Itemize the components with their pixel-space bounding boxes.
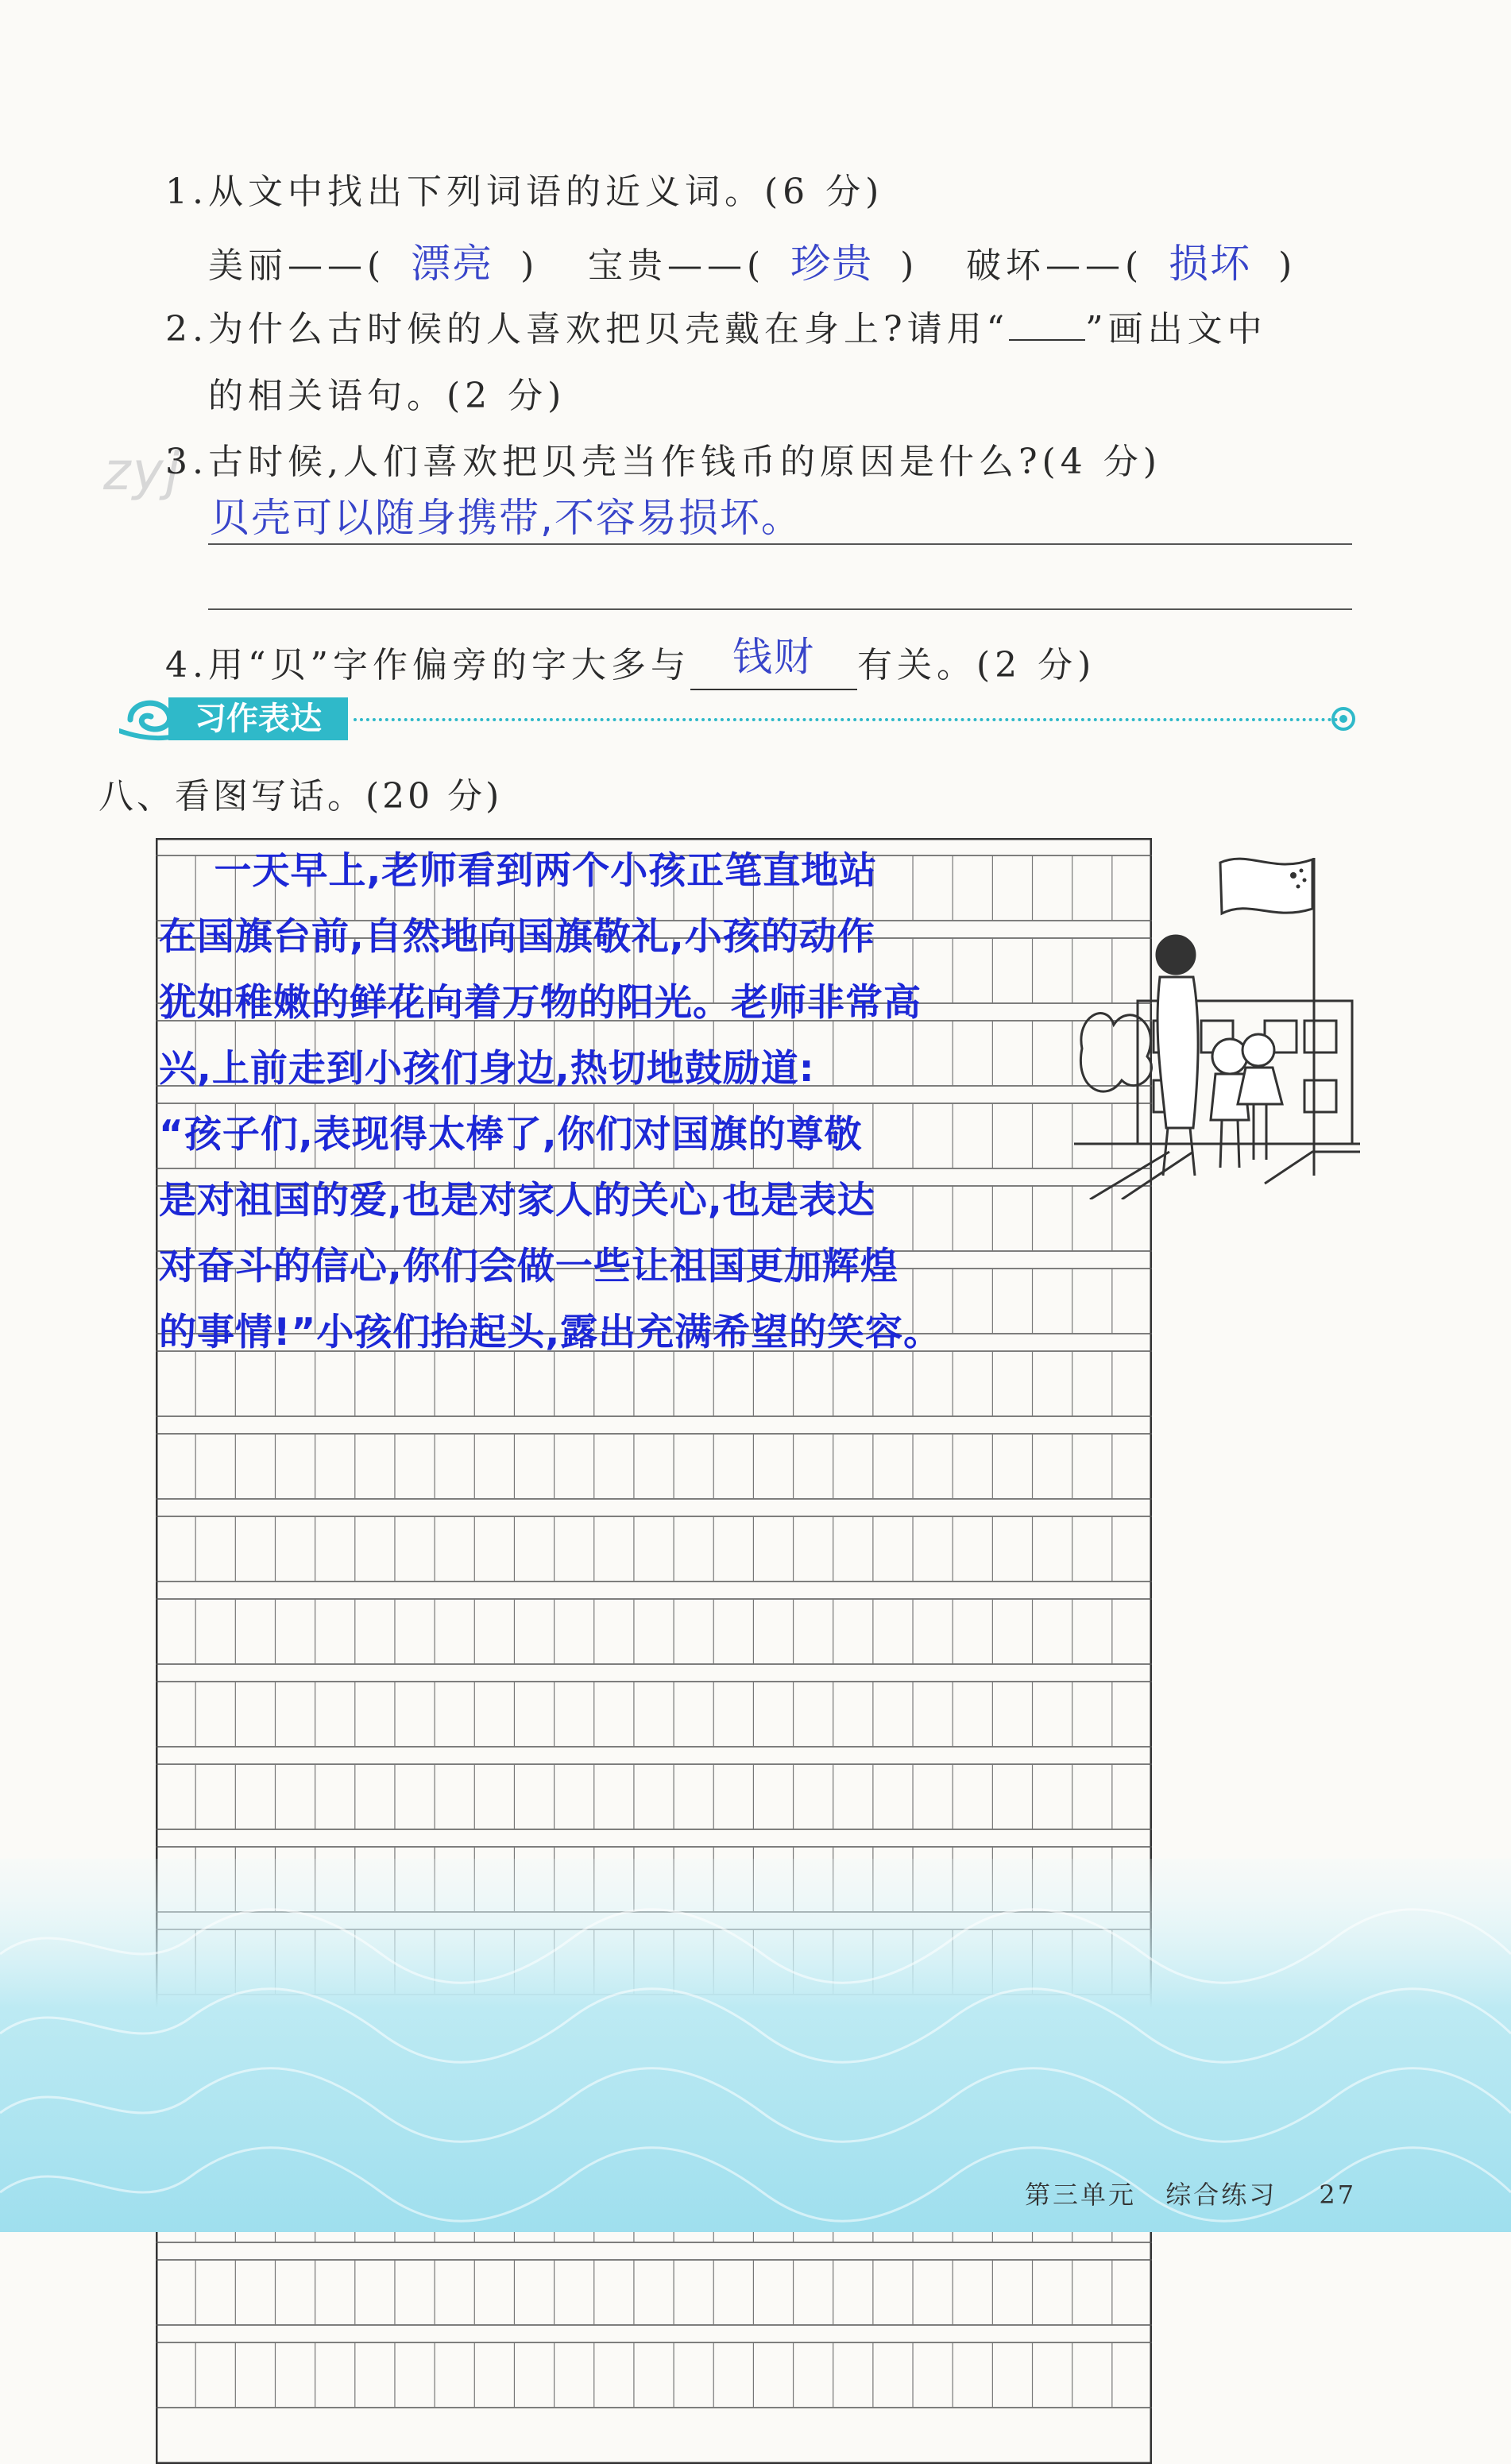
essay-line: 的事情!”小孩们抬起头,露出充满希望的笑容。 bbox=[159, 1311, 942, 1354]
item-word: 美丽——( bbox=[208, 245, 386, 286]
question-2-stem bbox=[165, 300, 1267, 351]
section-end-icon bbox=[1331, 707, 1355, 731]
footer-title: 综合练习 bbox=[1165, 2180, 1277, 2210]
banner-text: 习作表达 bbox=[195, 701, 322, 737]
footer-unit: 第三单元 bbox=[1025, 2180, 1137, 2210]
question-1-item-1 bbox=[208, 232, 539, 289]
close-paren: ) bbox=[520, 245, 539, 286]
essay-line: “孩子们,表现得太棒了,你们对国旗的尊敬 bbox=[159, 1113, 863, 1157]
item-answer: 漂亮 bbox=[411, 241, 494, 287]
question-3-answer: 贝壳可以随身携带,不容易损坏。 bbox=[210, 495, 802, 541]
essay-line: 对奋斗的信心,你们会做一些让祖国更加辉煌 bbox=[159, 1245, 898, 1288]
page-footer bbox=[1025, 2175, 1356, 2211]
section-banner bbox=[119, 689, 350, 745]
question-4-answer: 钱财 bbox=[732, 634, 815, 680]
question-2-stem-cont: 的相关语句。(2 分) bbox=[208, 376, 566, 416]
question-4-after: 有关。(2 分) bbox=[856, 645, 1096, 686]
question-1-item-3 bbox=[966, 232, 1297, 289]
essay-line: 在国旗台前,自然地向国旗敬礼,小孩的动作 bbox=[159, 915, 875, 959]
underline-sample bbox=[1009, 333, 1085, 341]
watermark: zyj bbox=[103, 441, 182, 502]
essay-line: 是对祖国的爱,也是对家人的关心,也是表达 bbox=[159, 1179, 875, 1222]
question-2-stem-b: ”画出文中 bbox=[1085, 309, 1267, 350]
question-8-stem: 八、看图写话。(20 分) bbox=[99, 776, 503, 817]
item-answer: 珍贵 bbox=[790, 241, 874, 287]
question-1-stem: 1.从文中找出下列词语的近义词。(6 分) bbox=[165, 172, 884, 212]
item-word: 破坏——( bbox=[966, 245, 1144, 286]
essay-line: 兴,上前走到小孩们身边,热切地鼓励道: bbox=[159, 1047, 815, 1091]
question-1-item-2 bbox=[588, 232, 918, 289]
question-4 bbox=[165, 631, 1096, 690]
answer-line-2 bbox=[208, 608, 1352, 610]
question-4-before: 4.用“贝”字作偏旁的字大多与 bbox=[165, 645, 690, 686]
answer-line-1 bbox=[208, 543, 1352, 545]
essay-line: 一天早上,老师看到两个小孩正笔直地站 bbox=[159, 849, 878, 893]
item-word: 宝贵——( bbox=[588, 245, 766, 286]
page-number: 27 bbox=[1319, 2180, 1357, 2210]
question-3-stem: 3.古时候,人们喜欢把贝壳当作钱币的原因是什么?(4 分) bbox=[165, 442, 1161, 482]
item-answer: 损坏 bbox=[1169, 241, 1252, 287]
essay-line: 犹如稚嫩的鲜花向着万物的阳光。老师非常高 bbox=[159, 981, 922, 1025]
section-dotted-line bbox=[354, 718, 1339, 721]
close-paren: ) bbox=[900, 245, 919, 286]
close-paren: ) bbox=[1278, 245, 1297, 286]
answer-blank bbox=[690, 631, 857, 690]
question-2-stem-a: 2.为什么古时候的人喜欢把贝壳戴在身上?请用“ bbox=[165, 309, 1010, 350]
flag-raising-picture bbox=[1074, 842, 1360, 1199]
essay-answer bbox=[159, 838, 1112, 1365]
